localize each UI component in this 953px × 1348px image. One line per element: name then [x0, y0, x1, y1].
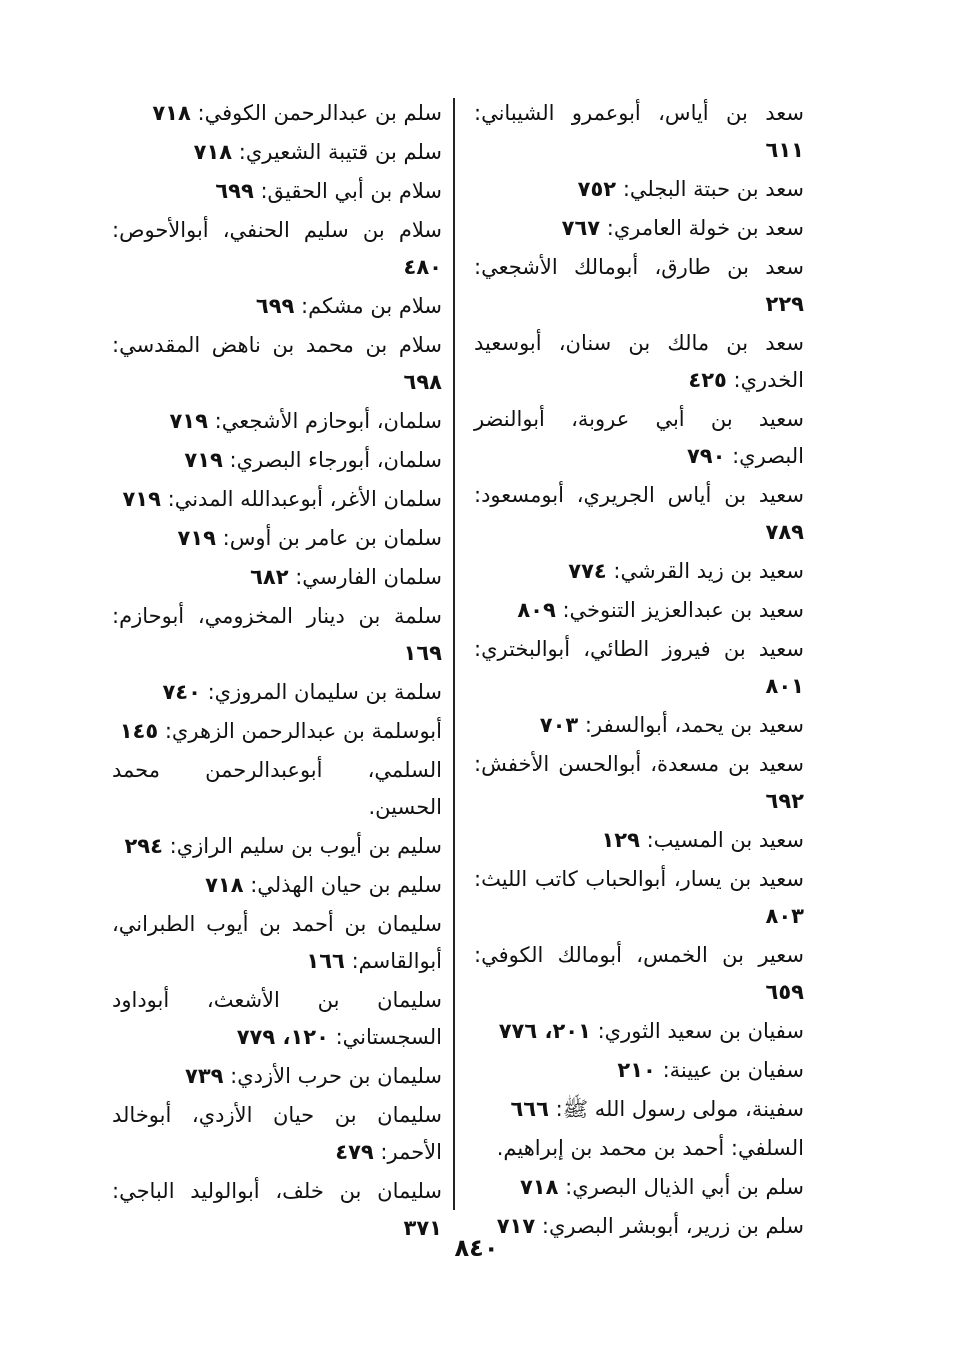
entry-name: سلام بن أبي الحقيق: [260, 179, 442, 203]
entry-page-numbers: ٣٧١ [403, 1216, 442, 1240]
column-divider [453, 98, 455, 1210]
entry-page-numbers: ٨٠٣ [765, 904, 804, 928]
index-entry [112, 1097, 442, 1171]
index-entry [474, 477, 804, 551]
entry-page-numbers: ٧١٩ [177, 526, 216, 550]
entry-name: سلام بن مشكم: [301, 294, 442, 318]
index-entry [112, 403, 442, 440]
index-entry [112, 982, 442, 1056]
entry-page-numbers: ٧٩٠ [686, 444, 726, 468]
index-entry [474, 95, 804, 169]
index-entry [474, 171, 804, 208]
entry-page-numbers: ٦٩٨ [403, 370, 442, 394]
entry-name: أبوسلمة بن عبدالرحمن الزهري: [164, 719, 442, 743]
entry-name: سفيان بن سعيد الثوري: [597, 1019, 804, 1043]
entry-name: سلمة بن سليمان المروزي: [207, 680, 442, 704]
entry-name: سلم بن أبي الذيال البصري: [565, 1175, 804, 1199]
index-entry [112, 906, 442, 980]
entry-page-numbers: ٦٩٩ [215, 179, 254, 203]
entry-name: سعيد بن مسعدة، أبوالحسن الأخفش: [474, 752, 804, 776]
entry-page-numbers: ١٤٥ [119, 719, 159, 743]
index-entry [474, 210, 804, 247]
entry-name: السلمي، أبوعبدالرحمن محمد الحسين. [112, 758, 442, 819]
index-entry [474, 553, 804, 590]
entry-page-numbers: ٧٦٧ [561, 216, 601, 240]
entry-page-numbers: ٧١٧ [496, 1214, 536, 1238]
entry-name: سلام بن محمد بن ناهض المقدسي: [112, 333, 442, 357]
entry-name: سعيد بن عبدالعزيز التنوخي: [562, 598, 804, 622]
index-entry [112, 867, 442, 904]
entry-page-numbers: ٧١٨ [519, 1175, 559, 1199]
page-number: ٨٤٠ [454, 1234, 499, 1262]
entry-page-numbers: ٧١٩ [184, 448, 223, 472]
index-entry [112, 598, 442, 672]
index-entry [112, 95, 442, 132]
entry-page-numbers: ٢٠١، ٧٧٦ [498, 1019, 591, 1043]
entry-name: سلم بن قتيبة الشعيري: [238, 140, 442, 164]
entry-page-numbers: ٧٣٩ [185, 1064, 224, 1088]
index-entry [112, 828, 442, 865]
index-entry [474, 325, 804, 399]
entry-name: السلفي: أحمد بن محمد بن إبراهيم. [496, 1136, 804, 1160]
index-entry [112, 1058, 442, 1095]
entry-page-numbers: ٧١٨ [193, 140, 233, 164]
index-entry [112, 442, 442, 479]
entry-page-numbers: ٧٤٠ [162, 680, 201, 704]
entry-name: سلمة بن دينار المخزومي، أبوحازم: [112, 604, 442, 628]
entry-page-numbers: ٧٠٣ [539, 713, 579, 737]
entry-page-numbers: ٦٦٦ [510, 1097, 549, 1121]
entry-name: سليمان بن أحمد بن أيوب الطبراني، أبوالقاسم: [112, 912, 442, 973]
index-entry [474, 822, 804, 859]
entry-page-numbers: ٦٩٢ [765, 789, 804, 813]
entry-name: سليمان بن خلف، أبوالوليد الباجي: [112, 1179, 442, 1203]
entry-page-numbers: ١٦٦ [306, 949, 345, 973]
index-entry [112, 134, 442, 171]
entry-page-numbers: ١٢٠، ٧٧٩ [236, 1025, 329, 1049]
index-entry [474, 861, 804, 935]
entry-page-numbers: ٧١٨ [152, 101, 191, 125]
index-column-right [474, 95, 804, 1247]
index-entry [112, 212, 442, 286]
entry-name: سلمان بن عامر بن أوس: [222, 526, 442, 550]
entry-name: سلمان، أبوحازم الأشجعي: [214, 409, 442, 433]
index-entry [474, 631, 804, 705]
entry-page-numbers: ٧١٩ [169, 409, 208, 433]
entry-page-numbers: ٧٥٢ [577, 177, 617, 201]
index-entry [112, 173, 442, 210]
index-entry [474, 1091, 804, 1128]
entry-name: سعيد بن أياس الجريري، أبومسعود: [474, 483, 804, 507]
entry-page-numbers: ٤٢٥ [688, 368, 727, 392]
entry-name: سعد بن مالك بن سنان، أبوسعيد الخدري: [474, 331, 804, 392]
entry-page-numbers: ٤٨٠ [403, 255, 442, 279]
entry-name: سعد بن أياس، أبوعمرو الشيباني: [474, 101, 804, 125]
index-entry [112, 752, 442, 826]
entry-name: سعيد بن يسار، أبوالحباب كاتب الليث: [474, 867, 804, 891]
entry-page-numbers: ٦١١ [765, 138, 804, 162]
entry-name: سلم بن عبدالرحمن الكوفي: [197, 101, 442, 125]
entry-name: سفيان بن عيينة: [662, 1058, 804, 1082]
entry-page-numbers: ٢٩٤ [124, 834, 163, 858]
entry-page-numbers: ٦٩٩ [255, 294, 295, 318]
entry-name: سعيد بن المسيب: [646, 828, 804, 852]
entry-page-numbers: ٧٧٤ [568, 559, 607, 583]
entry-name: سلمان الفارسي: [295, 565, 442, 589]
entry-page-numbers: ٦٥٩ [765, 980, 804, 1004]
entry-name: سليمان بن حيان الأزدي، أبوخالد الأحمر: [112, 1103, 442, 1164]
entry-page-numbers: ٧١٩ [122, 487, 161, 511]
index-entry [112, 713, 442, 750]
entry-name: سليم بن أيوب بن سليم الرازي: [169, 834, 442, 858]
entry-name: سعيد بن يحمد، أبوالسفر: [584, 713, 804, 737]
index-entry [474, 401, 804, 475]
index-entry [474, 249, 804, 323]
entry-page-numbers: ٢١٠ [617, 1058, 656, 1082]
index-entry [474, 1130, 804, 1167]
index-entry [112, 288, 442, 325]
index-entry [474, 707, 804, 744]
entry-name: سعيد بن أبي عروبة، أبوالنضر البصري: [474, 407, 804, 468]
index-entry [474, 1013, 804, 1050]
entry-name: سعيد بن زيد القرشي: [613, 559, 804, 583]
entry-page-numbers: ٨٠١ [765, 674, 804, 698]
index-entry [474, 937, 804, 1011]
entry-name: سعد بن طارق، أبومالك الأشجعي: [474, 255, 804, 279]
index-entry [112, 674, 442, 711]
index-entry [112, 520, 442, 557]
entry-name: سلم بن زرير، أبوبشر البصري: [541, 1214, 804, 1238]
entry-name: سعيد بن فيروز الطائي، أبوالبختري: [474, 637, 804, 661]
entry-name: سعد بن حبتة البجلي: [622, 177, 804, 201]
entry-page-numbers: ٨٠٩ [517, 598, 556, 622]
index-entry [474, 592, 804, 629]
index-entry [474, 746, 804, 820]
index-entry [112, 327, 442, 401]
index-entry [474, 1052, 804, 1089]
entry-name: سلمان، أبورجاء البصري: [229, 448, 442, 472]
entry-name: سليم بن حيان الهذلي: [250, 873, 442, 897]
entry-name: سلام بن سليم الحنفي، أبوالأحوص: [112, 218, 442, 242]
index-entry [474, 1169, 804, 1206]
index-entry [112, 559, 442, 596]
entry-page-numbers: ٤٧٩ [335, 1140, 374, 1164]
entry-page-numbers: ٧٨٩ [765, 520, 804, 544]
entry-name: سلمان الأغر، أبوعبدالله المدني: [167, 487, 442, 511]
entry-name: سليمان بن حرب الأزدي: [230, 1064, 442, 1088]
index-column-left [112, 95, 442, 1249]
index-entry [112, 481, 442, 518]
entry-page-numbers: ٧١٨ [205, 873, 244, 897]
entry-page-numbers: ٢٢٩ [765, 292, 804, 316]
entry-name: سفينة، مولى رسول الله ﷺ: [555, 1097, 804, 1121]
entry-page-numbers: ١٢٩ [601, 828, 640, 852]
entry-name: سليمان بن الأشعث، أبوداود السجستاني: [112, 988, 442, 1049]
entry-name: سعير بن الخمس، أبومالك الكوفي: [474, 943, 804, 967]
entry-page-numbers: ٦٨٢ [250, 565, 289, 589]
entry-name: سعد بن خولة العامري: [606, 216, 804, 240]
entry-page-numbers: ١٦٩ [403, 641, 442, 665]
